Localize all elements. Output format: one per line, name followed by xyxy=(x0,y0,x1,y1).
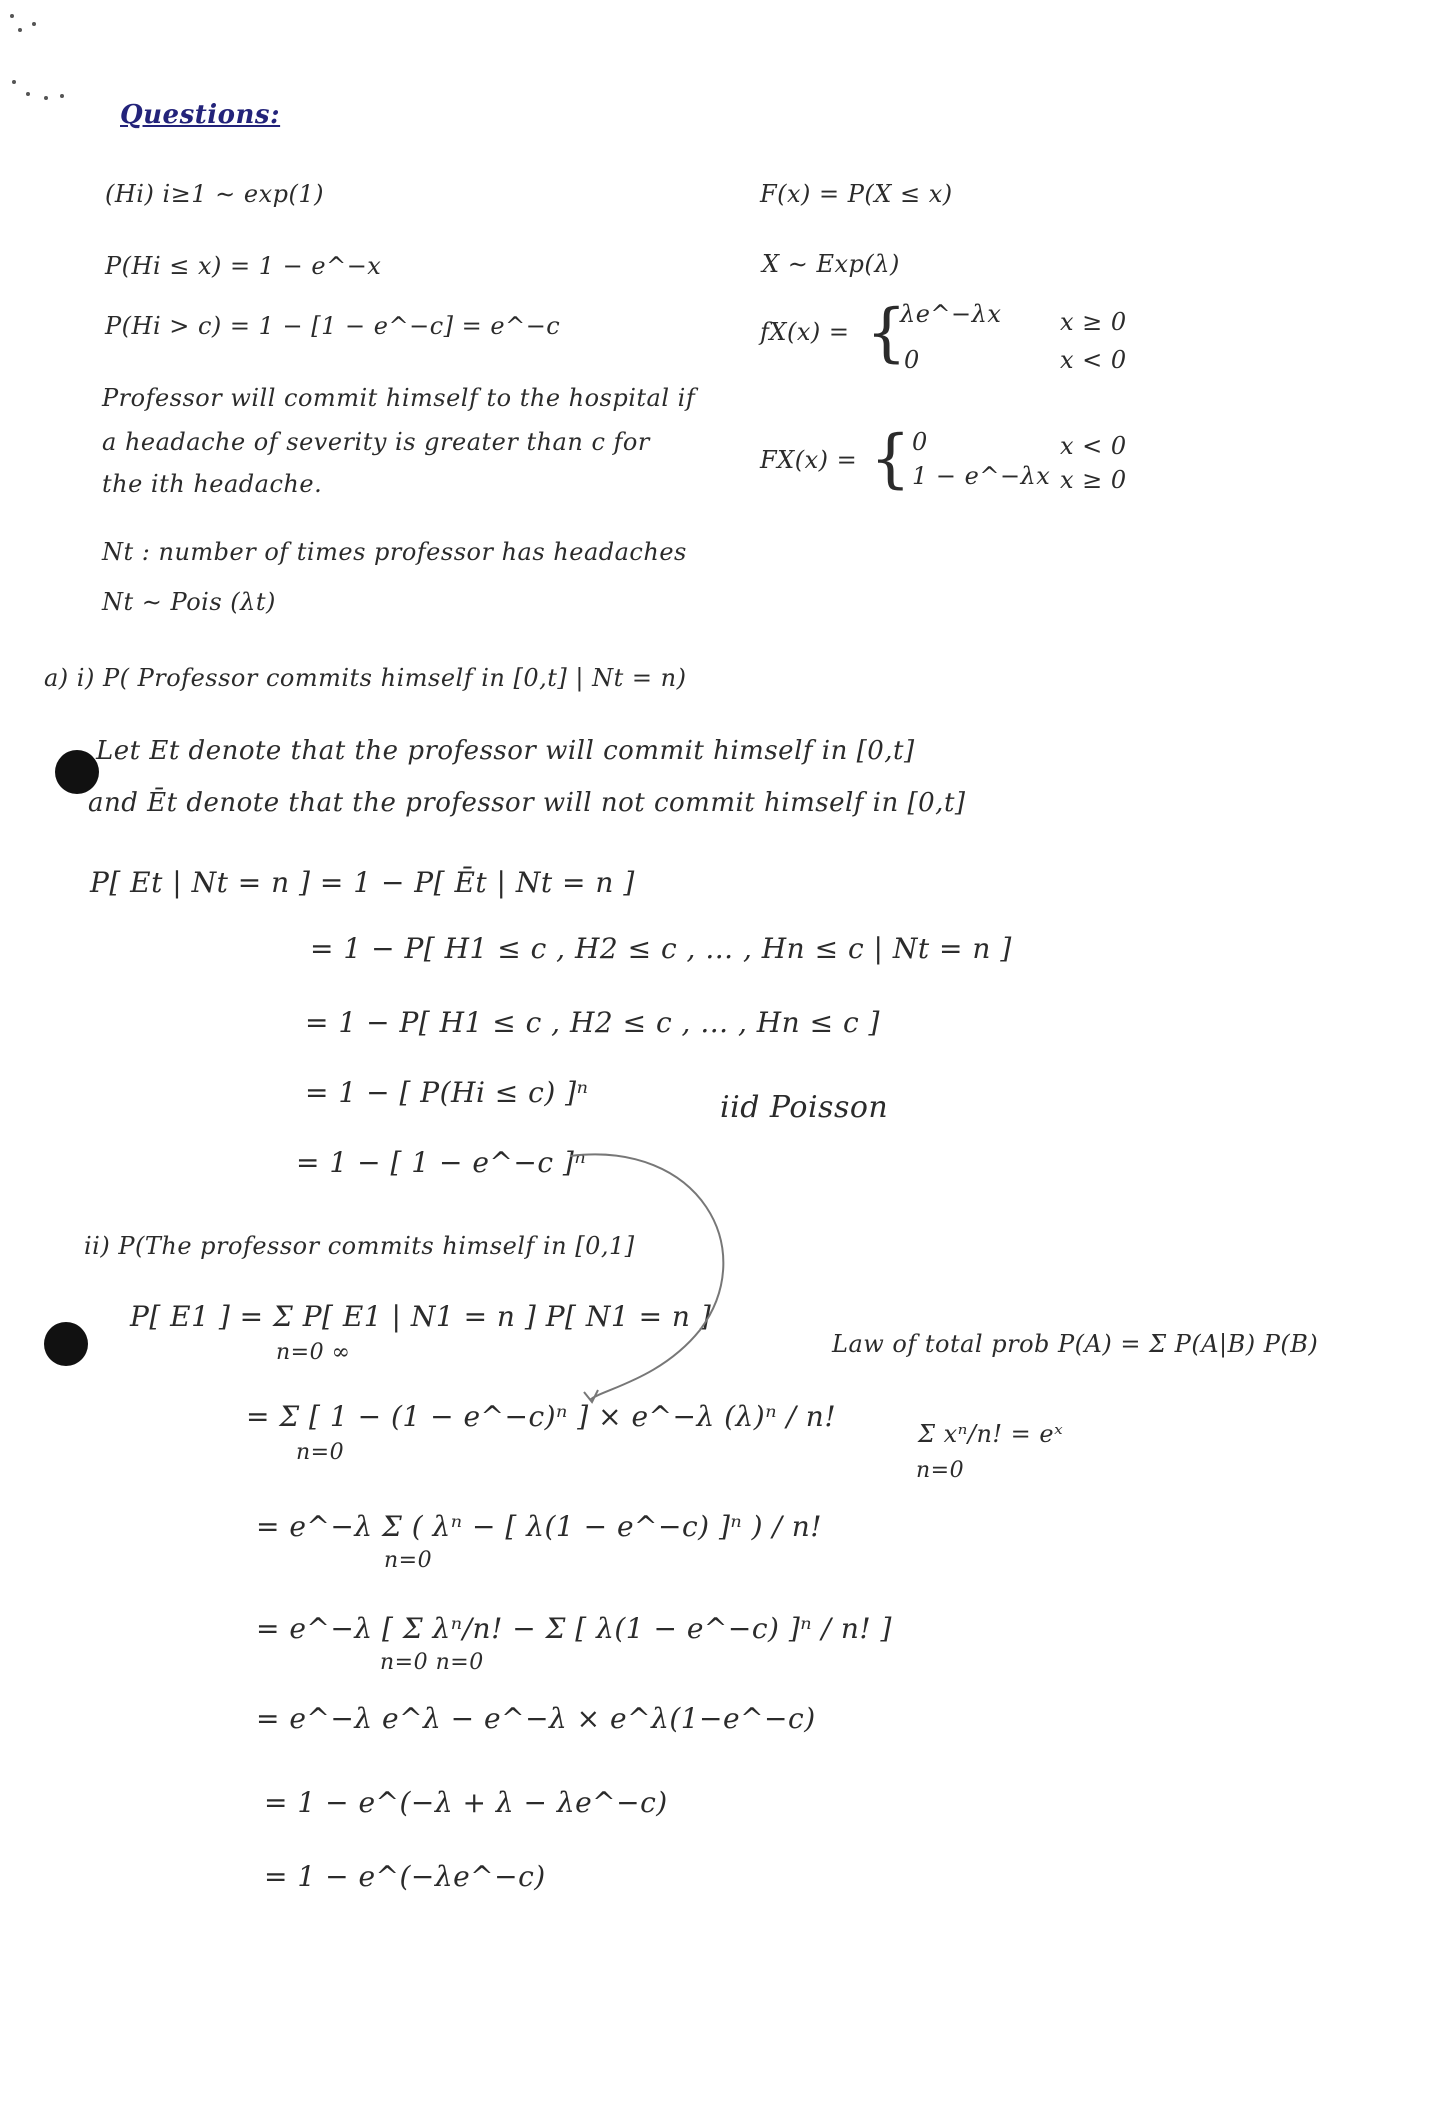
part-b-eq3-limits: n=0 xyxy=(384,1548,433,1573)
nt-definition: Nt : number of times professor has headaches xyxy=(102,538,687,566)
part-b-eq3: = e^−λ Σ ( λⁿ − [ λ(1 − e^−c) ]ⁿ ) / n! xyxy=(256,1510,823,1543)
pdf-case-1: λe^−λx xyxy=(900,300,1002,328)
part-a-eq4: = 1 − [ P(Hi ≤ c) ]ⁿ xyxy=(305,1076,589,1109)
pdf-cond-2: x < 0 xyxy=(1060,346,1127,374)
part-b-eq4-limits: n=0 n=0 xyxy=(380,1650,484,1675)
part-b-eq6: = 1 − e^(−λ + λ − λe^−c) xyxy=(264,1786,668,1819)
nt-distribution: Nt ∼ Pois (λt) xyxy=(102,588,276,616)
part-a-heading: a) i) P( Professor commits himself in [0,t] | Nt = n) xyxy=(44,664,687,692)
assumption-text: the ith headache. xyxy=(102,470,323,498)
part-b-eq5: = e^−λ e^λ − e^−λ × e^λ(1−e^−c) xyxy=(256,1702,816,1735)
part-b-heading: ii) P(The professor commits himself in [0,1] xyxy=(84,1232,635,1260)
headache-tail-prob: P(Hi > c) = 1 − [1 − e^−c] = e^−c xyxy=(105,312,561,340)
law-of-total-probability: Law of total prob P(A) = Σ P(A|B) P(B) xyxy=(832,1330,1319,1358)
part-a-eq5: = 1 − [ 1 − e^−c ]ⁿ xyxy=(296,1146,587,1179)
event-definition: Let Et denote that the professor will commit himself in [0,t] xyxy=(96,736,915,766)
cdf-label: FX(x) = xyxy=(760,446,858,474)
pdf-cond-1: x ≥ 0 xyxy=(1060,308,1127,336)
part-b-eq7: = 1 − e^(−λe^−c) xyxy=(264,1860,546,1893)
part-a-eq1: P[ Et | Nt = n ] = 1 − P[ Ēt | Nt = n ] xyxy=(90,866,635,899)
part-b-eq2: = Σ [ 1 − (1 − e^−c)ⁿ ] × e^−λ (λ)ⁿ / n! xyxy=(246,1400,837,1433)
pdf-label: fX(x) = xyxy=(760,318,850,346)
exponential-series-limits: n=0 xyxy=(916,1458,965,1483)
pdf-case-2: 0 xyxy=(904,346,920,374)
part-a-eq3: = 1 − P[ H1 ≤ c , H2 ≤ c , ... , Hn ≤ c ] xyxy=(305,1006,880,1039)
part-b-eq4: = e^−λ [ Σ λⁿ/n! − Σ [ λ(1 − e^−c) ]ⁿ / n! ] xyxy=(256,1612,892,1645)
exp-distribution: X ∼ Exp(λ) xyxy=(762,250,900,278)
cdf-case-2: 1 − e^−λx xyxy=(912,462,1051,490)
pdf-brace: { xyxy=(866,296,908,370)
part-b-eq1: P[ E1 ] = Σ P[ E1 | N1 = n ] P[ N1 = n ] xyxy=(130,1300,712,1333)
cdf-cond-2: x ≥ 0 xyxy=(1060,466,1127,494)
part-b-eq1-limits: n=0 ∞ xyxy=(276,1340,351,1365)
cdf-brace: { xyxy=(870,422,912,496)
part-a-eq2: = 1 − P[ H1 ≤ c , H2 ≤ c , ... , Hn ≤ c | Nt = n ] xyxy=(310,932,1012,965)
assumption-text: a headache of severity is greater than c for xyxy=(102,428,650,456)
page-title: Questions: xyxy=(120,100,281,130)
cdf-definition: F(x) = P(X ≤ x) xyxy=(760,180,953,208)
part-b-eq2-limits: n=0 xyxy=(296,1440,345,1465)
headache-distribution: (Hi) i≥1 ∼ exp(1) xyxy=(105,180,324,208)
event-complement-definition: and Ēt denote that the professor will not commit himself in [0,t] xyxy=(88,788,966,818)
cdf-case-1: 0 xyxy=(912,428,928,456)
cdf-cond-1: x < 0 xyxy=(1060,432,1127,460)
iid-note: iid Poisson xyxy=(720,1090,889,1125)
exponential-series: Σ xⁿ/n! = eˣ xyxy=(918,1420,1064,1448)
headache-cdf: P(Hi ≤ x) = 1 − e^−x xyxy=(105,252,382,280)
assumption-text: Professor will commit himself to the hospital if xyxy=(102,384,696,412)
